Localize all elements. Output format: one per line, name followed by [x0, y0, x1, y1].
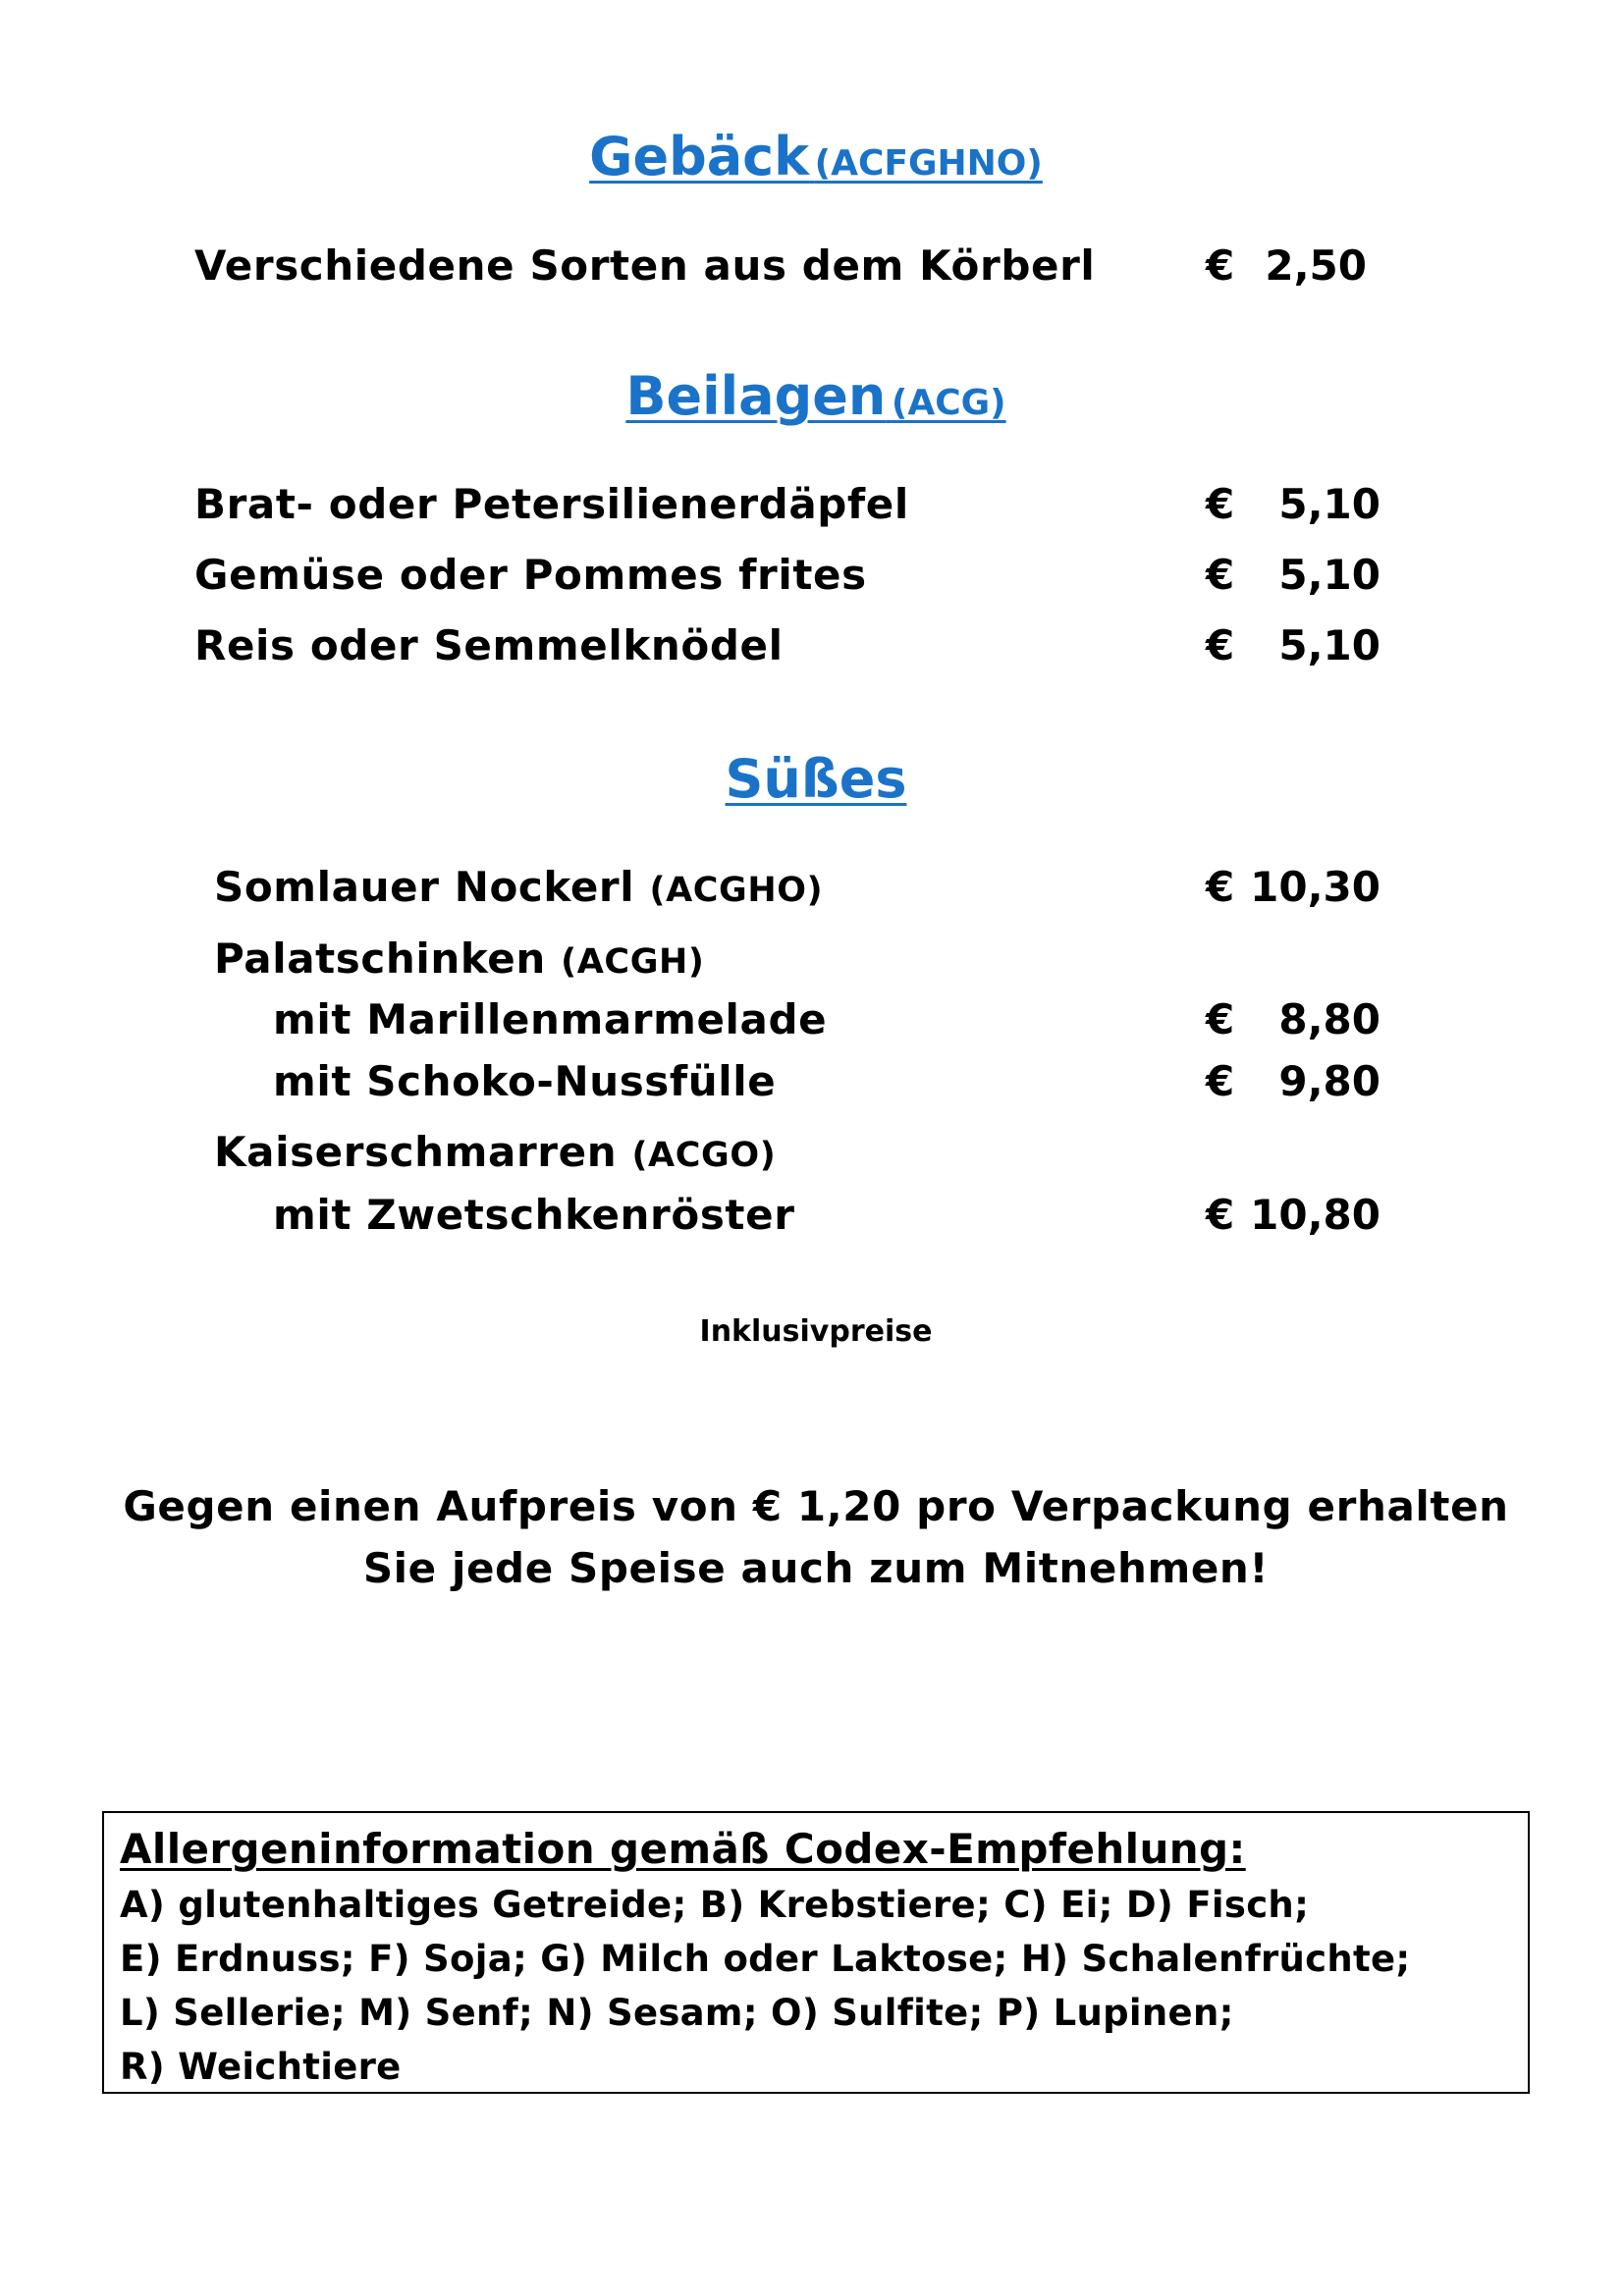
menu-item-palatschinken	[214, 934, 705, 983]
menu-item-allergens: (ACGHO)	[649, 871, 824, 910]
section-allergens: (ACG)	[891, 383, 1006, 423]
takeaway-note-line1: Gegen einen Aufpreis von € 1,20 pro Verpackung erhalten	[123, 1482, 1509, 1530]
price-amount: 5,10	[1278, 480, 1380, 528]
menu-item-name: Palatschinken	[214, 934, 546, 983]
menu-item-price	[1206, 1191, 1380, 1240]
currency-symbol: €	[1206, 863, 1235, 911]
menu-item-price	[1206, 1057, 1380, 1106]
allergen-info-line: L) Sellerie; M) Senf; N) Sesam; O) Sulfite; P) Lupinen;	[120, 1992, 1234, 2034]
menu-item-price	[1206, 995, 1380, 1044]
currency-symbol: €	[1206, 241, 1235, 290]
price-amount: 8,80	[1278, 995, 1380, 1043]
menu-item-variant: mit Schoko-Nussfülle	[273, 1057, 777, 1105]
menu-item-name: Reis oder Semmelknödel	[194, 621, 784, 669]
section-heading-suesses	[0, 748, 1624, 810]
price-amount: 9,80	[1278, 1057, 1380, 1105]
menu-item-name: Brat- oder Petersilienerdäpfel	[194, 480, 909, 528]
menu-item-allergens: (ACGO)	[631, 1136, 777, 1175]
price-amount: 10,80	[1250, 1191, 1380, 1239]
section-heading-gebaeck	[0, 126, 1624, 187]
allergen-info-title: Allergeninformation gemäß Codex-Empfehlung:	[120, 1825, 1246, 1873]
takeaway-note-line2: Sie jede Speise auch zum Mitnehmen!	[362, 1544, 1270, 1592]
menu-item-price	[1206, 241, 1367, 291]
allergen-info-line: R) Weichtiere	[120, 2046, 402, 2088]
menu-item-price	[1206, 621, 1380, 670]
section-allergens: (ACFGHNO)	[814, 143, 1043, 184]
currency-symbol: €	[1206, 995, 1235, 1043]
menu-item-variant: mit Zwetschkenröster	[273, 1191, 795, 1239]
menu-item-somlauer-nockerl	[214, 863, 823, 911]
menu-item-price	[1206, 480, 1380, 529]
menu-item-price	[1206, 863, 1380, 912]
allergen-info-line: E) Erdnuss; F) Soja; G) Milch oder Laktose; H) Schalenfrüchte;	[120, 1938, 1411, 1980]
menu-item-allergens: (ACGH)	[561, 942, 705, 982]
menu-item-name: Somlauer Nockerl	[214, 863, 635, 911]
currency-symbol: €	[1206, 621, 1235, 669]
menu-item-name: Kaiserschmarren	[214, 1128, 618, 1176]
section-heading-beilagen	[0, 365, 1624, 427]
allergen-info-box	[102, 1811, 1530, 2094]
section-title: Beilagen	[625, 365, 887, 427]
currency-symbol: €	[1206, 1057, 1235, 1105]
currency-symbol: €	[1206, 551, 1235, 599]
allergen-info-line: A) glutenhaltiges Getreide; B) Krebstiere; C) Ei; D) Fisch;	[120, 1884, 1310, 1926]
menu-item-name: Gemüse oder Pommes frites	[194, 551, 867, 599]
currency-symbol: €	[1206, 1191, 1235, 1239]
section-title: Süßes	[725, 748, 907, 810]
price-amount: 5,10	[1278, 621, 1380, 669]
price-amount: 5,10	[1278, 551, 1380, 599]
menu-item-variant: mit Marillenmarmelade	[273, 995, 828, 1043]
currency-symbol: €	[1206, 480, 1235, 528]
section-title: Gebäck	[589, 126, 810, 187]
inclusive-prices-note: Inklusivpreise	[699, 1314, 933, 1349]
menu-item-kaiserschmarren	[214, 1128, 776, 1176]
price-amount: 2,50	[1265, 241, 1367, 290]
menu-item-name: Verschiedene Sorten aus dem Körberl	[194, 241, 1096, 290]
price-amount: 10,30	[1250, 863, 1380, 911]
menu-item-price	[1206, 551, 1380, 600]
